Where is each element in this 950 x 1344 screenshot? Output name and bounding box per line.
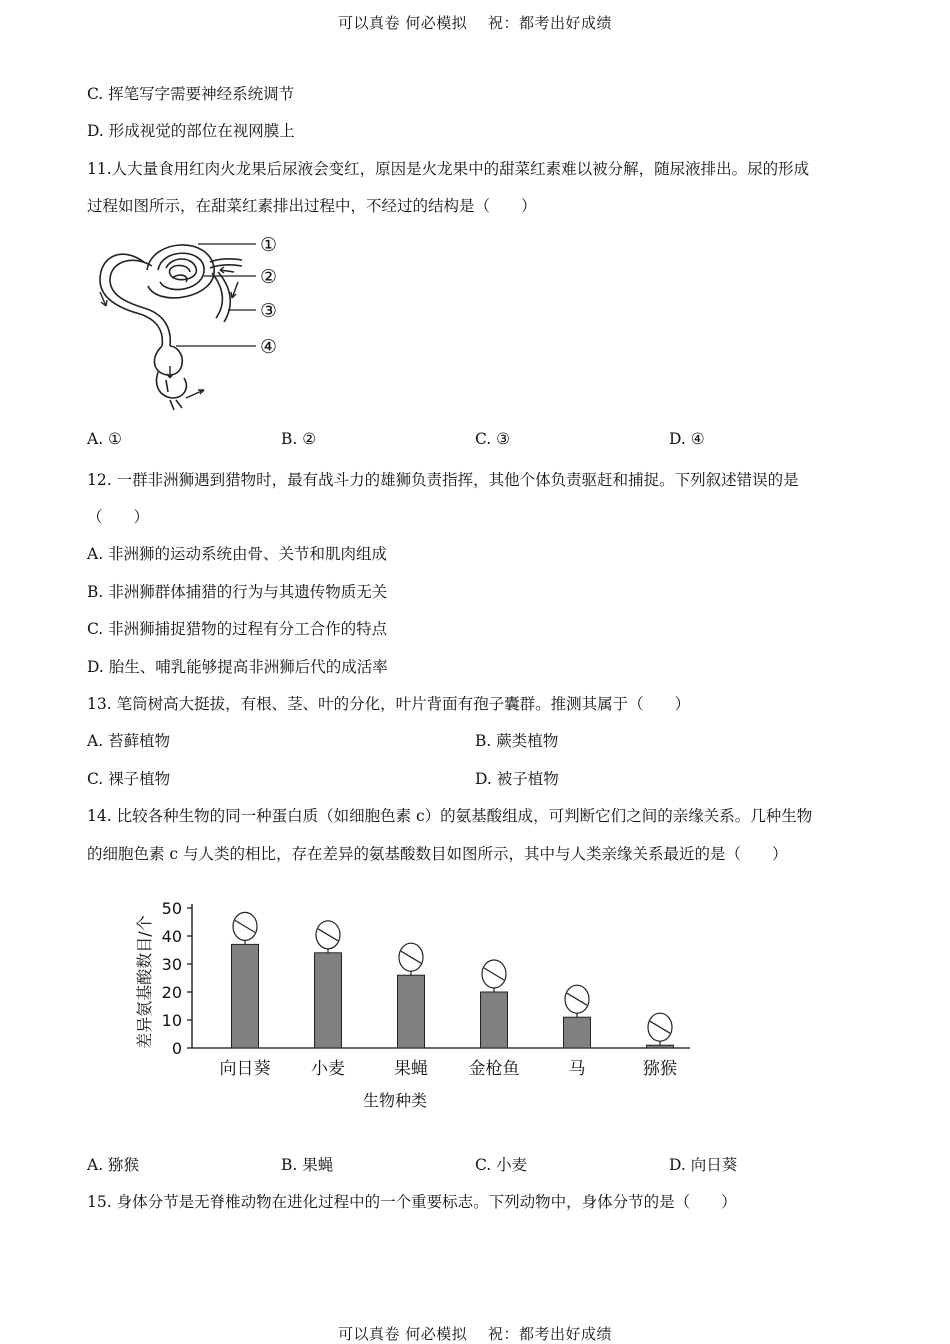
chart-bar: [647, 1045, 674, 1048]
q14-option-b: B. 果蝇: [281, 1156, 334, 1174]
chart-y-tick-label: 20: [161, 983, 182, 1002]
q11-option-c: C. ③: [475, 430, 511, 448]
organism-icon: [233, 912, 257, 944]
q14-stem-line2: 的细胞色素 c 与人类的相比，存在差异的氨基酸数目如图所示，其中与人类亲缘关系最近的是（ ）: [87, 845, 788, 863]
q14-option-a: A. 猕猴: [87, 1156, 140, 1174]
chart-bar: [481, 992, 508, 1048]
q13-stem: 13. 笔筒树高大挺拔，有根、茎、叶的分化，叶片背面有孢子囊群。推测其属于（ ）: [87, 695, 691, 713]
q12-option-a: A. 非洲狮的运动系统由骨、关节和肌肉组成: [87, 545, 388, 563]
chart-y-tick-label: 10: [161, 1011, 182, 1030]
q11-stem-line2: 过程如图所示，在甜菜红素排出过程中，不经过的结构是（ ）: [87, 197, 537, 215]
q10-option-d: D. 形成视觉的部位在视网膜上: [87, 122, 295, 140]
q13-option-b: B. 蕨类植物: [475, 732, 559, 750]
q11-stem-line1: 11.人大量食用红肉火龙果后尿液会变红，原因是火龙果中的甜菜红素难以被分解，随尿液排出。尿的形成: [87, 160, 810, 178]
chart-category-label: 小麦: [311, 1059, 345, 1079]
q13-option-c: C. 裸子植物: [87, 770, 171, 788]
organism-icon: [399, 943, 423, 975]
chart-y-tick-label: 40: [161, 927, 182, 946]
nephron-label-1: ①: [260, 234, 278, 256]
q14-option-c: C. 小麦: [475, 1156, 528, 1174]
q10-option-c: C. 挥笔写字需要神经系统调节: [87, 85, 295, 103]
chart-bar: [232, 944, 259, 1048]
q11-option-d: D. ④: [669, 430, 705, 448]
amino-acid-bar-chart: [120, 880, 700, 1120]
chart-y-tick-label: 30: [161, 955, 182, 974]
organism-icon: [316, 921, 340, 953]
chart-category-label: 果蝇: [394, 1059, 428, 1079]
chart-x-axis-label: 生物种类: [362, 1091, 428, 1110]
page-footer: 可以真卷 何必模拟 祝：都考出好成绩: [337, 1325, 613, 1343]
chart-category-label: 马: [568, 1059, 586, 1079]
q13-option-a: A. 苔藓植物: [87, 732, 171, 750]
q15-stem: 15. 身体分节是无脊椎动物在进化过程中的一个重要标志。下列动物中，身体分节的是（ ）: [87, 1193, 737, 1211]
chart-bar: [315, 953, 342, 1048]
organism-icon: [482, 960, 506, 992]
q12-stem-line1: 12. 一群非洲狮遇到猎物时，最有战斗力的雄狮负责指挥，其他个体负责驱赶和捕捉。下列叙述错误的是: [87, 471, 799, 489]
nephron-label-4: ④: [260, 336, 278, 358]
organism-icon: [648, 1013, 672, 1045]
organism-icons: [233, 912, 672, 1045]
nephron-diagram: [92, 228, 292, 414]
chart-y-tick-label: 50: [161, 899, 182, 918]
chart-bar: [398, 975, 425, 1048]
q14-stem-line1: 14. 比较各种生物的同一种蛋白质（如细胞色素 c）的氨基酸组成，可判断它们之间的亲缘关系。几种生物: [87, 807, 813, 825]
chart-bar: [564, 1017, 591, 1048]
q12-option-d: D. 胎生、哺乳能够提高非洲狮后代的成活率: [87, 658, 388, 676]
chart-y-tick-label: 0: [171, 1039, 182, 1058]
q12-option-b: B. 非洲狮群体捕猎的行为与其遗传物质无关: [87, 583, 388, 601]
nephron-label-3: ③: [260, 300, 278, 322]
chart-category-label: 金枪鱼: [468, 1059, 520, 1079]
chart-category-label: 向日葵: [219, 1059, 271, 1079]
q12-option-c: C. 非洲狮捕捉猎物的过程有分工合作的特点: [87, 620, 388, 638]
page-header: 可以真卷 何必模拟 祝：都考出好成绩: [337, 14, 613, 32]
chart-y-axis-label: 差异氨基酸数目/个: [135, 915, 154, 1049]
chart-category-label: 猕猴: [643, 1059, 677, 1079]
q14-option-d: D. 向日葵: [669, 1156, 738, 1174]
nephron-label-2: ②: [260, 266, 278, 288]
q11-option-a: A. ①: [87, 430, 122, 448]
q11-option-b: B. ②: [281, 430, 317, 448]
q13-option-d: D. 被子植物: [475, 770, 559, 788]
organism-icon: [565, 985, 589, 1017]
q12-stem-line2: （ ）: [87, 508, 150, 526]
